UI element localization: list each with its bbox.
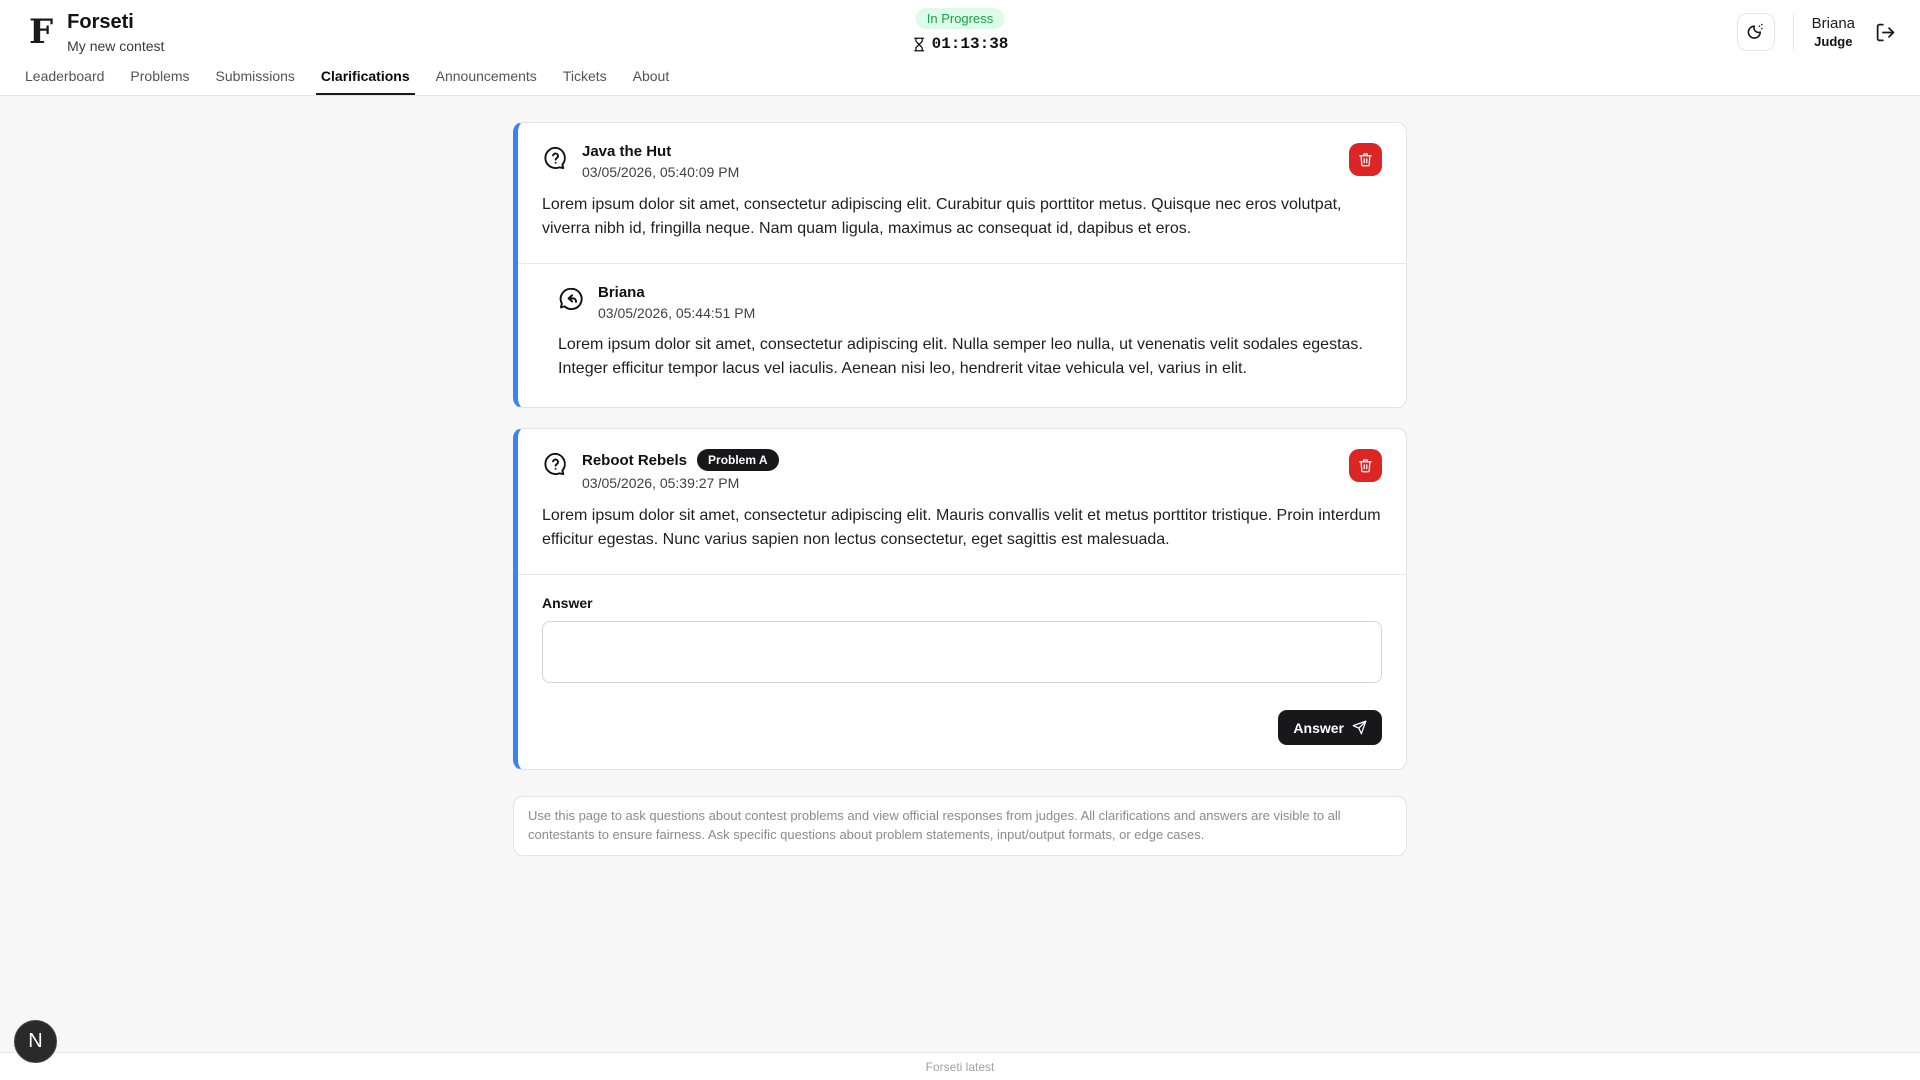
question-text: Lorem ipsum dolor sit amet, consectetur adipiscing elit. Curabitur quis porttitor metus. Quisque nec eros volutpat, viverra nibh id, fringilla neque. Nam quam ligula, maximus ac consequat id, dapibus et eros.	[542, 196, 1342, 237]
team-name: Reboot Rebels	[582, 451, 688, 469]
tab-announcements[interactable]: Announcements	[435, 68, 537, 84]
send-icon	[1352, 720, 1367, 735]
version-label: Forseti latest	[925, 1059, 995, 1074]
problem-badge: Problem A	[697, 449, 779, 471]
tab-submissions[interactable]: Submissions	[215, 68, 295, 84]
reply-bubble-icon	[558, 286, 585, 313]
user-role: Judge	[1814, 34, 1853, 49]
answer-author: Briana	[598, 284, 645, 301]
tab-tickets[interactable]: Tickets	[562, 68, 607, 84]
user-name: Briana	[1811, 15, 1855, 32]
answer-textarea[interactable]	[542, 621, 1382, 683]
hourglass-icon	[912, 37, 927, 52]
status-badge: In Progress	[916, 8, 1004, 29]
nextjs-devtools-button[interactable]: N	[14, 1020, 57, 1063]
clarification-card	[513, 122, 1407, 408]
question-block	[518, 123, 1406, 263]
tab-about[interactable]: About	[632, 68, 670, 84]
main-nav	[0, 64, 1920, 96]
answer-text: Lorem ipsum dolor sit amet, consectetur adipiscing elit. Nulla semper leo nulla, ut venenatis velit sodales egestas. Integer efficitur tempor lacus vel iaculis. Aenean nisi leo, hendrerit vitae vehicula vel, varius in elit.	[558, 336, 1363, 377]
question-block	[518, 429, 1406, 574]
clarifications-page	[513, 122, 1407, 856]
tab-problems[interactable]: Problems	[130, 68, 190, 84]
timer-value: 01:13:38	[931, 35, 1009, 53]
trash-icon	[1358, 152, 1373, 167]
moon-stars-icon	[1746, 23, 1765, 42]
question-bubble-icon	[542, 451, 569, 478]
delete-clarification-button[interactable]	[1349, 449, 1382, 482]
tab-leaderboard[interactable]: Leaderboard	[25, 68, 105, 84]
logout-icon	[1875, 22, 1896, 43]
submit-answer-button[interactable]	[1278, 710, 1382, 745]
answer-timestamp: 03/05/2026, 05:44:51 PM	[598, 305, 756, 321]
question-timestamp: 03/05/2026, 05:40:09 PM	[582, 164, 740, 180]
answer-block	[518, 264, 1406, 407]
header-divider	[1793, 13, 1794, 51]
brand	[29, 11, 164, 54]
delete-clarification-button[interactable]	[1349, 143, 1382, 176]
submit-answer-label: Answer	[1293, 719, 1344, 736]
question-bubble-icon	[542, 145, 569, 172]
answer-form-label: Answer	[542, 595, 593, 611]
contest-timer	[912, 35, 1009, 53]
contest-name: My new contest	[67, 37, 165, 54]
question-timestamp: 03/05/2026, 05:39:27 PM	[582, 475, 740, 491]
contest-status	[912, 8, 1009, 53]
trash-icon	[1358, 458, 1373, 473]
top-header	[0, 0, 1920, 64]
answer-form	[518, 575, 1406, 769]
page-help-note: Use this page to ask questions about contest problems and view official responses from judges. All clarifications and answers are visible to all contestants to ensure fairness. Ask specific questions about problem statements, input/output formats, or edge cases.	[513, 796, 1407, 856]
team-name: Java the Hut	[582, 143, 672, 160]
question-text: Lorem ipsum dolor sit amet, consectetur adipiscing elit. Mauris convallis velit et metus porttitor tristique. Proin interdum efficitur egestas. Nunc varius sapien non lectus consectetur, eget sagittis est malesuada.	[542, 507, 1381, 548]
clarification-card	[513, 428, 1407, 770]
app-logo-icon: F	[29, 12, 54, 52]
tab-clarifications[interactable]: Clarifications	[316, 64, 415, 95]
user-info	[1812, 15, 1855, 49]
logout-button[interactable]	[1875, 22, 1896, 43]
header-actions	[1737, 13, 1896, 51]
theme-toggle-button[interactable]	[1737, 13, 1775, 51]
app-title: Forseti	[67, 10, 134, 33]
version-footer	[0, 1052, 1920, 1080]
